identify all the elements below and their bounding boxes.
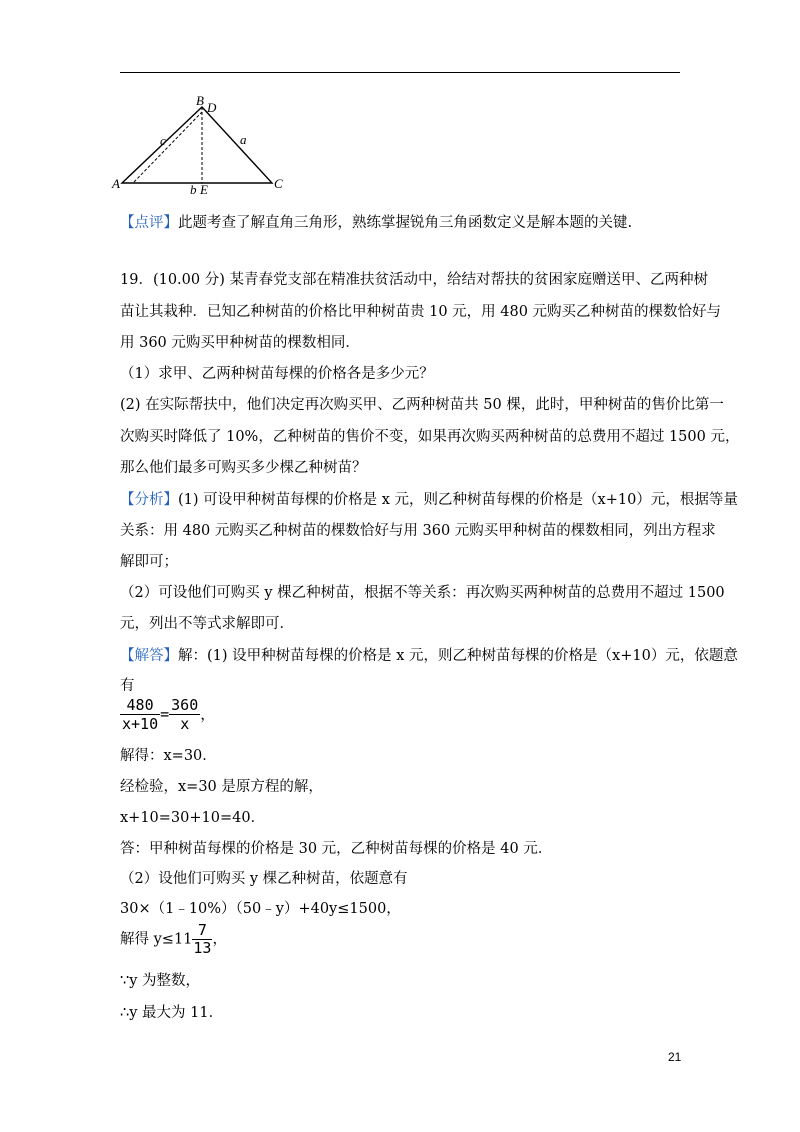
page-number: 21 — [668, 1050, 682, 1064]
label-b: b — [190, 182, 197, 197]
denominator: 13 — [193, 939, 212, 957]
dashed-segment — [134, 112, 202, 182]
fraction-left — [120, 696, 160, 733]
solution-line: （2）设他们可购买 y 棵乙种树苗，依题意有 — [120, 871, 408, 887]
solution-tag: 【解答】 — [120, 648, 178, 664]
label-A: A — [112, 176, 120, 191]
solution-line: 经检验，x=30 是原方程的解， — [120, 779, 323, 795]
comment-line — [120, 213, 632, 233]
solution-line: 有 — [120, 678, 135, 694]
analysis-line: 关系：用 480 元购买乙种树苗的棵数恰好与用 360 元购买甲种树苗的棵数相同，列出方程求 — [120, 523, 716, 539]
analysis-line: 元，列出不等式求解即可． — [120, 616, 294, 632]
analysis-line: （2）可设他们可购买 y 棵乙种树苗，根据不等关系：再次购买两种树苗的总费用不超过 1500 — [120, 585, 725, 601]
label-E: E — [200, 182, 208, 197]
numerator: 480 — [120, 696, 160, 715]
denominator: x+10 — [122, 715, 159, 733]
numerator: 7 — [192, 922, 212, 940]
triangle-figure — [110, 92, 300, 200]
solution-line: 30×（1﹣10%）（50﹣y）+40y≤1500， — [120, 901, 401, 917]
problem-line: (2) 在实际帮扶中，他们决定再次购买甲、乙两种树苗共 50 棵，此时，甲种树苗的售价比第一 — [120, 397, 724, 413]
result-fraction — [192, 922, 212, 957]
header-rule — [120, 72, 680, 73]
problem-line: 次购买时降低了 10%，乙种树苗的售价不变，如果再次购买两种树苗的总费用不超过 1500 元， — [120, 429, 740, 445]
comment-text: 此题考查了解直角三角形，熟练掌握锐角三角函数定义是解本题的关键. — [178, 215, 633, 231]
problem-line: 19．(10.00 分) 某青春党支部在精准扶贫活动中，给结对帮扶的贫困家庭赠送甲、乙两种树 — [120, 272, 708, 288]
comment-tag: 【点评】 — [120, 215, 178, 231]
analysis-tag: 【分析】 — [120, 492, 178, 508]
analysis-text: (1) 可设甲种树苗每棵的价格是 x 元，则乙种树苗每棵的价格是（x+10）元，根据等量 — [178, 492, 738, 508]
problem-line: （1）求甲、乙两种树苗每棵的价格各是多少元？ — [120, 366, 434, 382]
problem-line: 用 360 元购买甲种树苗的棵数相同． — [120, 335, 360, 351]
solution-line — [120, 646, 738, 666]
fraction-right — [169, 696, 200, 733]
equation-fraction — [120, 696, 215, 733]
result-line — [120, 922, 227, 957]
triangle-outline — [122, 107, 272, 183]
result-prefix: 解得 y≤11 — [120, 931, 193, 948]
analysis-line: 解即可； — [120, 554, 178, 570]
problem-line: 那么他们最多可购买多少棵乙种树苗？ — [120, 460, 367, 476]
analysis-line — [120, 490, 738, 510]
equals-sign: = — [160, 705, 170, 723]
solution-line: ∵y 为整数， — [120, 973, 201, 989]
solution-line: ∴y 最大为 11． — [120, 1005, 224, 1021]
problem-line: 苗让其栽种．已知乙种树苗的价格比甲种树苗贵 10 元，用 480 元购买乙种树苗的棵数恰好与 — [120, 304, 722, 320]
label-a: a — [240, 132, 247, 147]
solution-line: 答：甲种树苗每棵的价格是 30 元，乙种树苗每棵的价格是 40 元． — [120, 841, 553, 857]
solution-text: 解：(1) 设甲种树苗每棵的价格是 x 元，则乙种树苗每棵的价格是（x+10）元，依题意 — [178, 648, 738, 664]
solution-line: 解得：x=30． — [120, 748, 217, 764]
label-B: B — [196, 93, 204, 108]
punctuation: ， — [212, 931, 227, 948]
solution-line: x+10=30+10=40． — [120, 810, 266, 826]
label-D: D — [207, 100, 217, 115]
punctuation: ， — [200, 705, 216, 723]
label-c: c — [160, 133, 166, 148]
numerator: 360 — [171, 696, 199, 714]
denominator: x — [180, 715, 190, 733]
label-C: C — [274, 176, 283, 191]
